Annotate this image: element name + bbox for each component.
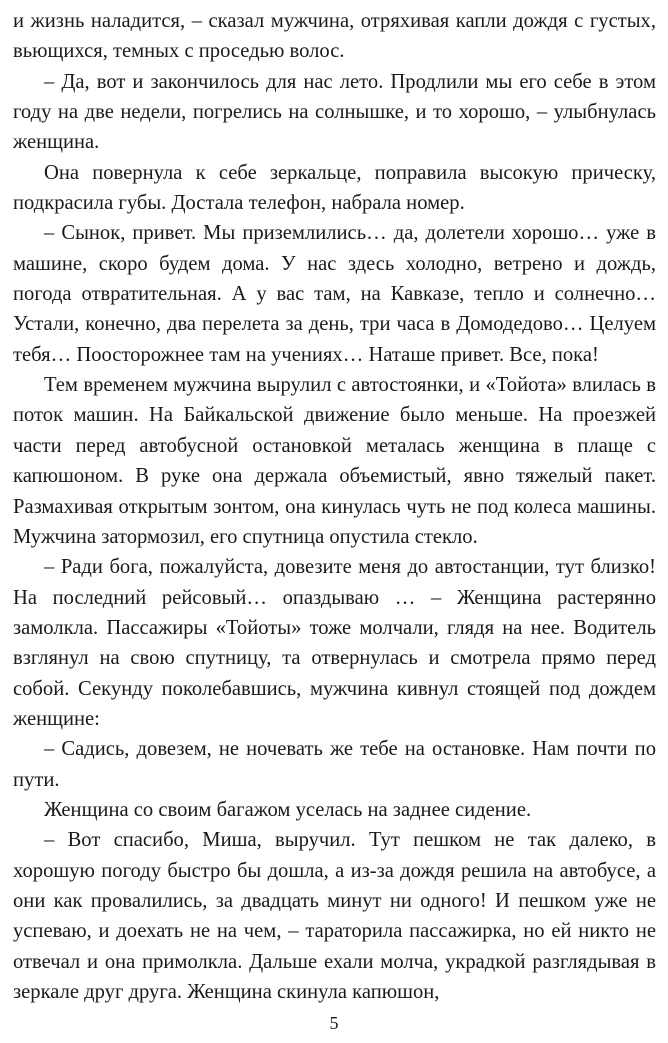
paragraph-7: – Садись, довезем, не ночевать же тебе на остановке. Нам почти по пути. [13, 738, 656, 791]
page-number: 5 [329, 1013, 339, 1033]
paragraph-8: Женщина со своим багажом уселась на заднее сидение. [44, 798, 532, 821]
book-page-body [13, 6, 656, 1007]
paragraph-1-continued: и жизнь наладится, – сказал мужчина, отряхивая капли дождя с густых, вьющихся, темных с проседью волос. [13, 10, 656, 63]
paragraph-5: Тем временем мужчина вырулил с автостоянки, и «Тойота» влилась в поток машин. На Байкальской движение было меньше. На проезжей части перед автобусной остановкой металась женщина в плаще с капюшоном. В руке она держала объемистый, явно тяжелый пакет. Размахивая открытым зонтом, она кинулась чуть не под колеса машины. Мужчина затормозил, его спутница опустила стекло. [13, 374, 656, 548]
paragraph-4: – Сынок, привет. Мы приземлились… да, долетели хорошо… уже в машине, скоро будем дома. У нас здесь холодно, ветрено и дождь, погода отвратительная. А у вас там, на Кавказе, тепло и солнечно… Устали, конечно, два перелета за день, три часа в Домодедово… Целуем тебя… Поосторожнее там на учениях… Наташе привет. Все, пока! [13, 222, 656, 366]
paragraph-2: – Да, вот и закончилось для нас лето. Продлили мы его себе в этом году на две недели, погрелись на солнышке, и то хорошо, – улыбнулась женщина. [13, 70, 656, 154]
paragraph-6: – Ради бога, пожалуйста, довезите меня до автостанции, тут близко! На последний рейсовый… опаздываю … – Женщина растерянно замолкла. Пассажиры «Тойоты» тоже молчали, глядя на нее. Водитель взглянул на свою спутницу, та отвернулась и смотрела прямо перед собой. Секунду поколебавшись, мужчина кивнул стоящей под дождем женщине: [13, 556, 656, 730]
paragraph-9: – Вот спасибо, Миша, выручил. Тут пешком не так далеко, в хорошую погоду быстро бы дошла, а из-за дождя решила на автобусе, а они как провалились, за двадцать минут ни одного! И пешком уже не успеваю, и доехать не на чем, – тараторила пассажирка, но ей никто не отвечал и она примолкла. Дальше ехали молча, украдкой разглядывая в зеркале друг друга. Женщина скинула капюшон, [13, 829, 656, 1003]
paragraph-3: Она повернула к себе зеркальце, поправила высокую прическу, подкрасила губы. Достала телефон, набрала номер. [13, 161, 656, 215]
